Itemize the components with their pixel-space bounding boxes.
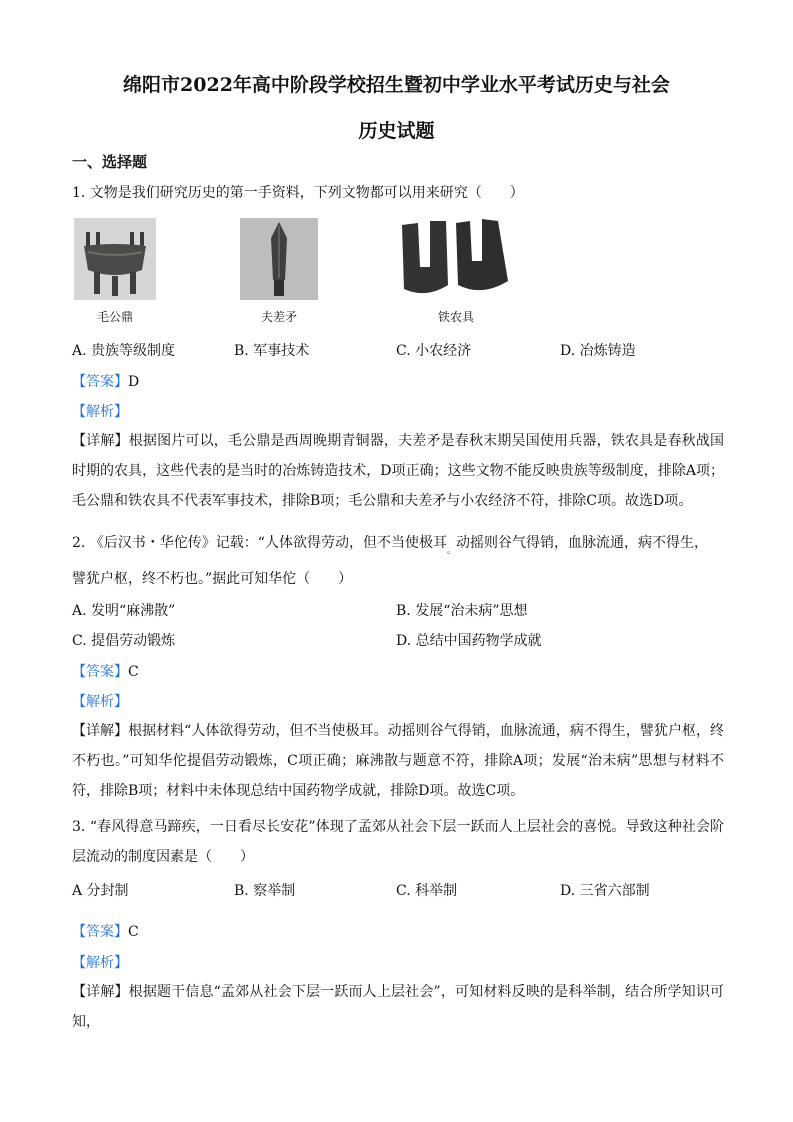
q1-detail-text: 根据图片可以，毛公鼎是西周晚期青铜器，夫差矛是春秋末期吴国使用兵器，铁农具是春秋战国时期的农具，这些代表的是当时的冶炼铸造技术，D项正确；这些文物不能反映贵族等级制度，排除A项；毛公鼎和铁农具不代表军事技术，排除B项；毛公鼎和夫差矛与小农经济不符，排除C项。故选D项。 [72, 433, 725, 509]
q2-option-b: B. 发展“治未病”思想 [396, 603, 528, 619]
q2-detail-text: 根据材料“人体欲得劳动，但不当使极耳。动摇则谷气得销，血脉流通，病不得生，譬犹户枢，终不朽也。”可知华佗提倡劳动锻炼，C项正确；麻沸散与题意不符，排除A项；发展“治未病”思想与材料不符，排除B项；材料中未体现总结中国药物学成就，排除D项。故选C项。 [72, 723, 725, 799]
question-1-stem: 1. 文物是我们研究历史的第一手资料，下列文物都可以用来研究（ ） [72, 185, 524, 201]
document-title: 绵阳市2022年高中阶段学校招生暨初中学业水平考试历史与社会 [123, 74, 670, 96]
q2-answer-line [72, 661, 139, 681]
q2-stem-part-1: 2. 《后汉书・华佗传》记载：“人体欲得劳动，但不当使极耳 [72, 535, 447, 551]
q3-option-b: B. 察举制 [234, 883, 296, 899]
answer-tag: 【答案】 [72, 374, 128, 390]
q1-answer-line [72, 371, 139, 391]
section-heading: 一、选择题 [72, 153, 148, 171]
q2-analysis-tag: 【解析】 [72, 694, 128, 710]
q3-answer: C [128, 924, 139, 940]
q1-option-c: C. 小农经济 [396, 343, 472, 359]
q1-detail [72, 426, 724, 516]
q1-answer: D [128, 374, 140, 390]
q2-stem-mark: 。 [446, 546, 456, 556]
question-3-stem: 3. “春风得意马蹄疾，一日看尽长安花”体现了孟郊从社会下层一跃而人上层社会的喜悦。导致这种社会阶层流动的制度因素是（ ） [72, 819, 724, 865]
q3-option-a: A 分封制 [72, 883, 129, 899]
q3-detail [72, 977, 724, 1037]
iron-tools-caption: 铁农具 [437, 310, 474, 324]
spear-caption: 夫差矛 [260, 310, 297, 324]
q2-detail [72, 716, 724, 806]
q1-option-b: B. 军事技术 [234, 343, 310, 359]
q1-option-a: A. 贵族等级制度 [72, 343, 176, 359]
bronze-spear-photo [240, 218, 318, 300]
q3-detail-text: 根据题干信息“孟郊从社会下层一跃而人上层社会”，可知材料反映的是科举制，结合所学知识可知， [72, 984, 725, 1030]
q2-option-a: A. 发明“麻沸散” [72, 603, 176, 619]
detail-tag: 【详解】 [72, 984, 129, 1000]
q3-option-d: D. 三省六部制 [560, 883, 650, 899]
q3-answer-line [72, 921, 139, 941]
ding-caption: 毛公鼎 [96, 310, 133, 324]
detail-tag: 【详解】 [72, 433, 129, 449]
q1-option-d: D. 冶炼铸造 [560, 343, 636, 359]
answer-tag: 【答案】 [72, 664, 128, 680]
bronze-ding-photo [74, 218, 156, 300]
question-2-stem-line-1 [72, 532, 708, 556]
answer-tag: 【答案】 [72, 924, 128, 940]
q2-option-c: C. 提倡劳动锻炼 [72, 633, 176, 649]
q2-option-d: D. 总结中国药物学成就 [396, 633, 542, 649]
q3-option-c: C. 科举制 [396, 883, 458, 899]
q3-analysis-tag: 【解析】 [72, 955, 128, 971]
q2-answer: C [128, 664, 139, 680]
detail-tag: 【详解】 [72, 723, 129, 739]
document-subtitle: 历史试题 [358, 120, 435, 142]
iron-tools-photo [396, 215, 514, 303]
q1-analysis-tag: 【解析】 [72, 404, 128, 420]
question-2-stem-line-2: 譬犹户枢，终不朽也。”据此可知华佗（ ） [72, 571, 353, 587]
q2-stem-part-2: 动摇则谷气得销，血脉流通，病不得生， [455, 535, 708, 551]
